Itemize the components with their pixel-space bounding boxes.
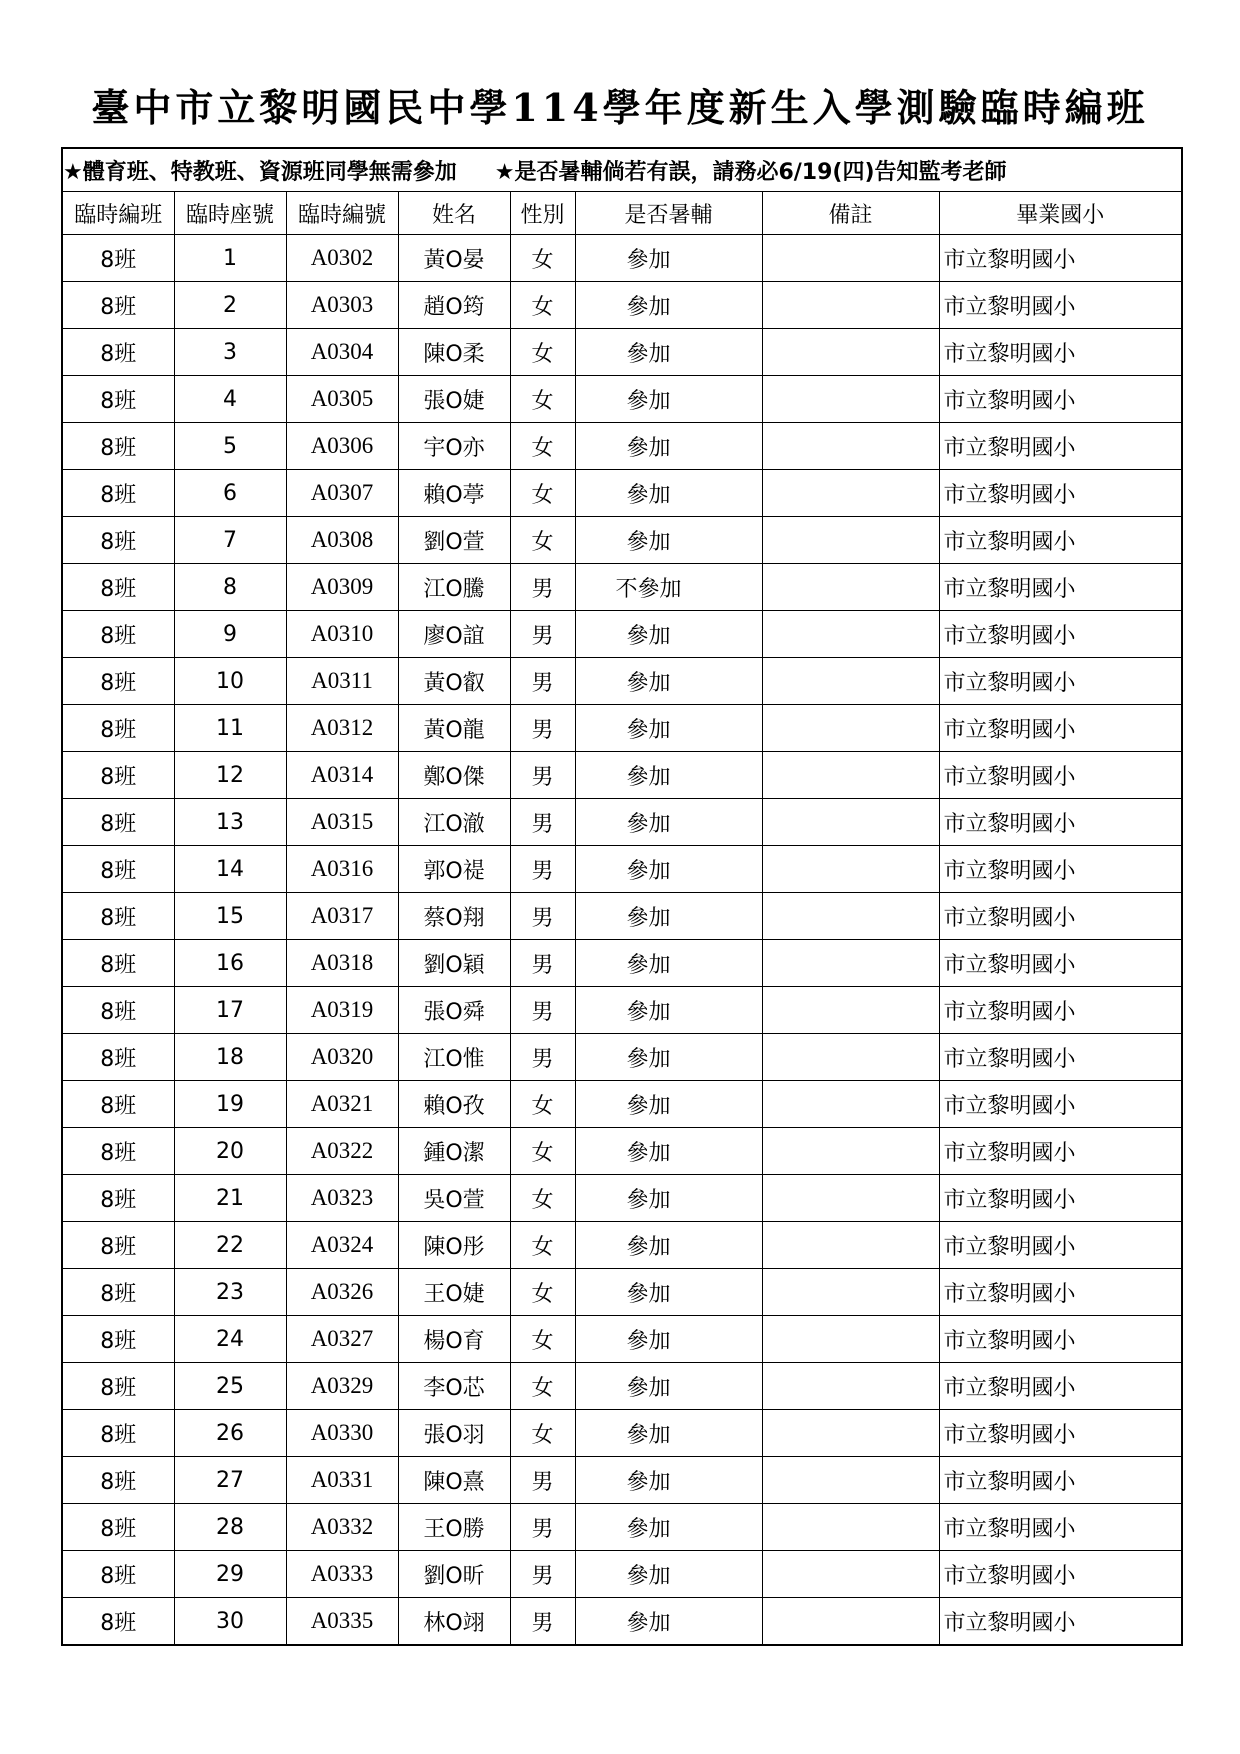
cell-gender: 女 <box>510 1128 575 1175</box>
cell-name: 劉O萱 <box>398 517 510 564</box>
cell-code: A0327 <box>286 1316 398 1363</box>
cell-school: 市立黎明國小 <box>939 517 1182 564</box>
cell-school: 市立黎明國小 <box>939 470 1182 517</box>
cell-summer: 參加 <box>575 940 762 987</box>
cell-name: 陳O柔 <box>398 329 510 376</box>
cell-remark <box>762 423 939 470</box>
cell-gender: 男 <box>510 1504 575 1551</box>
cell-gender: 女 <box>510 1316 575 1363</box>
cell-remark <box>762 705 939 752</box>
cell-remark <box>762 658 939 705</box>
cell-code: A0306 <box>286 423 398 470</box>
cell-name: 江O惟 <box>398 1034 510 1081</box>
cell-class: 8班 <box>62 1410 174 1457</box>
table-row <box>62 235 1182 282</box>
header-name: 姓名 <box>398 192 510 235</box>
cell-gender: 男 <box>510 1034 575 1081</box>
cell-remark <box>762 1128 939 1175</box>
cell-class: 8班 <box>62 1034 174 1081</box>
cell-code: A0335 <box>286 1598 398 1646</box>
cell-class: 8班 <box>62 752 174 799</box>
cell-summer: 參加 <box>575 376 762 423</box>
cell-class: 8班 <box>62 658 174 705</box>
cell-code: A0318 <box>286 940 398 987</box>
cell-class: 8班 <box>62 705 174 752</box>
cell-name: 賴O葶 <box>398 470 510 517</box>
cell-name: 陳O熹 <box>398 1457 510 1504</box>
cell-school: 市立黎明國小 <box>939 564 1182 611</box>
cell-name: 張O羽 <box>398 1410 510 1457</box>
header-code: 臨時編號 <box>286 192 398 235</box>
cell-seat: 3 <box>174 329 286 376</box>
cell-seat: 11 <box>174 705 286 752</box>
cell-gender: 男 <box>510 846 575 893</box>
cell-class: 8班 <box>62 329 174 376</box>
cell-remark <box>762 893 939 940</box>
cell-school: 市立黎明國小 <box>939 1551 1182 1598</box>
cell-seat: 20 <box>174 1128 286 1175</box>
cell-name: 宇O亦 <box>398 423 510 470</box>
table-row <box>62 329 1182 376</box>
cell-remark <box>762 1316 939 1363</box>
cell-code: A0317 <box>286 893 398 940</box>
cell-class: 8班 <box>62 1269 174 1316</box>
cell-seat: 9 <box>174 611 286 658</box>
cell-name: 黃O龍 <box>398 705 510 752</box>
cell-school: 市立黎明國小 <box>939 705 1182 752</box>
cell-summer: 參加 <box>575 658 762 705</box>
cell-code: A0302 <box>286 235 398 282</box>
header-remark: 備註 <box>762 192 939 235</box>
cell-remark <box>762 799 939 846</box>
cell-name: 陳O彤 <box>398 1222 510 1269</box>
table-row <box>62 1081 1182 1128</box>
cell-seat: 2 <box>174 282 286 329</box>
cell-seat: 13 <box>174 799 286 846</box>
cell-class: 8班 <box>62 893 174 940</box>
table-row <box>62 1128 1182 1175</box>
cell-school: 市立黎明國小 <box>939 1081 1182 1128</box>
cell-remark <box>762 517 939 564</box>
cell-summer: 參加 <box>575 1175 762 1222</box>
cell-gender: 男 <box>510 799 575 846</box>
cell-remark <box>762 376 939 423</box>
cell-school: 市立黎明國小 <box>939 658 1182 705</box>
table-row <box>62 658 1182 705</box>
cell-name: 蔡O翔 <box>398 893 510 940</box>
cell-summer: 參加 <box>575 1551 762 1598</box>
cell-summer: 參加 <box>575 282 762 329</box>
cell-summer: 參加 <box>575 752 762 799</box>
table-row <box>62 893 1182 940</box>
cell-remark <box>762 1410 939 1457</box>
table-row <box>62 1504 1182 1551</box>
table-row <box>62 1222 1182 1269</box>
notice-row <box>62 148 1182 192</box>
table-row <box>62 987 1182 1034</box>
cell-gender: 女 <box>510 423 575 470</box>
cell-code: A0314 <box>286 752 398 799</box>
cell-summer: 參加 <box>575 846 762 893</box>
cell-gender: 女 <box>510 1363 575 1410</box>
cell-code: A0307 <box>286 470 398 517</box>
cell-gender: 男 <box>510 1457 575 1504</box>
cell-summer: 參加 <box>575 611 762 658</box>
cell-remark <box>762 611 939 658</box>
cell-gender: 女 <box>510 1410 575 1457</box>
cell-remark <box>762 1598 939 1646</box>
cell-name: 張O舜 <box>398 987 510 1034</box>
table-row <box>62 846 1182 893</box>
cell-summer: 參加 <box>575 987 762 1034</box>
notice-cell <box>62 148 1182 192</box>
cell-remark <box>762 282 939 329</box>
cell-seat: 27 <box>174 1457 286 1504</box>
cell-class: 8班 <box>62 1128 174 1175</box>
cell-seat: 1 <box>174 235 286 282</box>
cell-summer: 參加 <box>575 1081 762 1128</box>
cell-seat: 7 <box>174 517 286 564</box>
cell-remark <box>762 1175 939 1222</box>
cell-name: 王O勝 <box>398 1504 510 1551</box>
cell-name: 黃O晏 <box>398 235 510 282</box>
cell-school: 市立黎明國小 <box>939 1410 1182 1457</box>
cell-code: A0316 <box>286 846 398 893</box>
cell-gender: 男 <box>510 611 575 658</box>
cell-seat: 22 <box>174 1222 286 1269</box>
cell-seat: 10 <box>174 658 286 705</box>
cell-seat: 23 <box>174 1269 286 1316</box>
cell-summer: 參加 <box>575 517 762 564</box>
cell-name: 廖O誼 <box>398 611 510 658</box>
table-row <box>62 1175 1182 1222</box>
notice-right: ★是否暑輔倘若有誤，請務必6/19(四)告知監考老師 <box>494 159 1007 185</box>
roster-table <box>61 147 1183 1646</box>
cell-school: 市立黎明國小 <box>939 235 1182 282</box>
cell-summer: 參加 <box>575 235 762 282</box>
cell-school: 市立黎明國小 <box>939 1128 1182 1175</box>
cell-code: A0333 <box>286 1551 398 1598</box>
table-row <box>62 1316 1182 1363</box>
table-row <box>62 376 1182 423</box>
cell-name: 吳O萱 <box>398 1175 510 1222</box>
cell-remark <box>762 752 939 799</box>
cell-name: 江O騰 <box>398 564 510 611</box>
cell-school: 市立黎明國小 <box>939 1363 1182 1410</box>
cell-gender: 女 <box>510 376 575 423</box>
cell-code: A0312 <box>286 705 398 752</box>
table-row <box>62 752 1182 799</box>
cell-seat: 29 <box>174 1551 286 1598</box>
cell-remark <box>762 1222 939 1269</box>
cell-gender: 男 <box>510 987 575 1034</box>
cell-name: 劉O穎 <box>398 940 510 987</box>
table-row <box>62 282 1182 329</box>
cell-code: A0309 <box>286 564 398 611</box>
cell-summer: 參加 <box>575 1222 762 1269</box>
cell-gender: 男 <box>510 752 575 799</box>
cell-class: 8班 <box>62 1363 174 1410</box>
cell-seat: 16 <box>174 940 286 987</box>
cell-code: A0310 <box>286 611 398 658</box>
cell-seat: 6 <box>174 470 286 517</box>
cell-school: 市立黎明國小 <box>939 329 1182 376</box>
cell-summer: 參加 <box>575 1128 762 1175</box>
cell-remark <box>762 1551 939 1598</box>
cell-class: 8班 <box>62 470 174 517</box>
cell-class: 8班 <box>62 1457 174 1504</box>
table-row <box>62 1363 1182 1410</box>
cell-seat: 19 <box>174 1081 286 1128</box>
cell-code: A0330 <box>286 1410 398 1457</box>
cell-school: 市立黎明國小 <box>939 987 1182 1034</box>
cell-code: A0331 <box>286 1457 398 1504</box>
cell-gender: 女 <box>510 1269 575 1316</box>
cell-school: 市立黎明國小 <box>939 799 1182 846</box>
cell-name: 郭O禔 <box>398 846 510 893</box>
cell-school: 市立黎明國小 <box>939 752 1182 799</box>
cell-school: 市立黎明國小 <box>939 1598 1182 1646</box>
table-row <box>62 940 1182 987</box>
cell-name: 鍾O潔 <box>398 1128 510 1175</box>
cell-remark <box>762 1269 939 1316</box>
cell-gender: 男 <box>510 893 575 940</box>
cell-class: 8班 <box>62 1504 174 1551</box>
cell-code: A0308 <box>286 517 398 564</box>
table-row <box>62 564 1182 611</box>
cell-code: A0323 <box>286 1175 398 1222</box>
cell-remark <box>762 1081 939 1128</box>
cell-seat: 15 <box>174 893 286 940</box>
cell-class: 8班 <box>62 987 174 1034</box>
cell-seat: 8 <box>174 564 286 611</box>
cell-remark <box>762 1457 939 1504</box>
cell-school: 市立黎明國小 <box>939 893 1182 940</box>
cell-name: 王O婕 <box>398 1269 510 1316</box>
cell-class: 8班 <box>62 235 174 282</box>
cell-summer: 參加 <box>575 799 762 846</box>
cell-summer: 參加 <box>575 329 762 376</box>
header-summer: 是否暑輔 <box>575 192 762 235</box>
cell-gender: 女 <box>510 235 575 282</box>
cell-seat: 12 <box>174 752 286 799</box>
cell-code: A0320 <box>286 1034 398 1081</box>
table-row <box>62 1551 1182 1598</box>
cell-name: 林O翊 <box>398 1598 510 1646</box>
cell-summer: 參加 <box>575 1034 762 1081</box>
cell-summer: 參加 <box>575 1363 762 1410</box>
cell-gender: 男 <box>510 940 575 987</box>
cell-gender: 女 <box>510 1222 575 1269</box>
cell-seat: 26 <box>174 1410 286 1457</box>
cell-gender: 女 <box>510 470 575 517</box>
cell-code: A0321 <box>286 1081 398 1128</box>
cell-summer: 參加 <box>575 893 762 940</box>
cell-class: 8班 <box>62 1598 174 1646</box>
cell-code: A0305 <box>286 376 398 423</box>
cell-class: 8班 <box>62 564 174 611</box>
cell-name: 李O芯 <box>398 1363 510 1410</box>
cell-class: 8班 <box>62 423 174 470</box>
cell-summer: 參加 <box>575 470 762 517</box>
cell-summer: 參加 <box>575 1504 762 1551</box>
cell-name: 賴O孜 <box>398 1081 510 1128</box>
cell-summer: 參加 <box>575 1316 762 1363</box>
cell-code: A0304 <box>286 329 398 376</box>
cell-school: 市立黎明國小 <box>939 1175 1182 1222</box>
cell-gender: 女 <box>510 1175 575 1222</box>
cell-remark <box>762 470 939 517</box>
cell-code: A0324 <box>286 1222 398 1269</box>
cell-code: A0311 <box>286 658 398 705</box>
cell-gender: 女 <box>510 282 575 329</box>
cell-name: 劉O昕 <box>398 1551 510 1598</box>
cell-remark <box>762 940 939 987</box>
cell-code: A0329 <box>286 1363 398 1410</box>
table-row <box>62 1034 1182 1081</box>
cell-class: 8班 <box>62 1081 174 1128</box>
table-row <box>62 799 1182 846</box>
cell-seat: 14 <box>174 846 286 893</box>
cell-summer: 參加 <box>575 1269 762 1316</box>
cell-summer: 參加 <box>575 1457 762 1504</box>
cell-seat: 18 <box>174 1034 286 1081</box>
cell-remark <box>762 1363 939 1410</box>
cell-code: A0315 <box>286 799 398 846</box>
cell-gender: 男 <box>510 658 575 705</box>
cell-name: 楊O育 <box>398 1316 510 1363</box>
cell-name: 張O婕 <box>398 376 510 423</box>
cell-seat: 5 <box>174 423 286 470</box>
cell-gender: 男 <box>510 705 575 752</box>
roster-body <box>62 235 1182 1646</box>
cell-remark <box>762 1504 939 1551</box>
cell-name: 江O澈 <box>398 799 510 846</box>
cell-school: 市立黎明國小 <box>939 1222 1182 1269</box>
table-row <box>62 423 1182 470</box>
cell-remark <box>762 235 939 282</box>
table-row <box>62 1269 1182 1316</box>
table-row <box>62 1457 1182 1504</box>
cell-class: 8班 <box>62 1222 174 1269</box>
cell-gender: 男 <box>510 1551 575 1598</box>
cell-school: 市立黎明國小 <box>939 1457 1182 1504</box>
cell-name: 黃O叡 <box>398 658 510 705</box>
cell-remark <box>762 564 939 611</box>
cell-name: 鄭O傑 <box>398 752 510 799</box>
cell-school: 市立黎明國小 <box>939 423 1182 470</box>
cell-code: A0319 <box>286 987 398 1034</box>
cell-code: A0332 <box>286 1504 398 1551</box>
cell-summer: 不參加 <box>575 564 762 611</box>
cell-name: 趙O筠 <box>398 282 510 329</box>
header-school: 畢業國小 <box>939 192 1182 235</box>
notice-left: ★體育班、特教班、資源班同學無需參加 <box>63 159 457 185</box>
table-row <box>62 705 1182 752</box>
cell-gender: 女 <box>510 517 575 564</box>
cell-school: 市立黎明國小 <box>939 611 1182 658</box>
cell-class: 8班 <box>62 1316 174 1363</box>
cell-school: 市立黎明國小 <box>939 940 1182 987</box>
cell-seat: 21 <box>174 1175 286 1222</box>
cell-school: 市立黎明國小 <box>939 846 1182 893</box>
cell-gender: 女 <box>510 1081 575 1128</box>
cell-school: 市立黎明國小 <box>939 1504 1182 1551</box>
cell-class: 8班 <box>62 940 174 987</box>
page-title: 臺中市立黎明國民中學114學年度新生入學測驗臨時編班 <box>91 85 1149 130</box>
header-row <box>62 192 1182 235</box>
cell-gender: 女 <box>510 329 575 376</box>
cell-school: 市立黎明國小 <box>939 1316 1182 1363</box>
cell-school: 市立黎明國小 <box>939 376 1182 423</box>
header-seat: 臨時座號 <box>174 192 286 235</box>
cell-school: 市立黎明國小 <box>939 282 1182 329</box>
cell-remark <box>762 987 939 1034</box>
table-row <box>62 470 1182 517</box>
table-row <box>62 1410 1182 1457</box>
cell-remark <box>762 846 939 893</box>
cell-class: 8班 <box>62 799 174 846</box>
cell-code: A0326 <box>286 1269 398 1316</box>
cell-school: 市立黎明國小 <box>939 1269 1182 1316</box>
cell-class: 8班 <box>62 282 174 329</box>
cell-seat: 4 <box>174 376 286 423</box>
cell-code: A0303 <box>286 282 398 329</box>
header-class: 臨時編班 <box>62 192 174 235</box>
table-row <box>62 1598 1182 1646</box>
cell-gender: 男 <box>510 564 575 611</box>
cell-gender: 男 <box>510 1598 575 1646</box>
cell-seat: 28 <box>174 1504 286 1551</box>
cell-code: A0322 <box>286 1128 398 1175</box>
cell-remark <box>762 1034 939 1081</box>
cell-class: 8班 <box>62 376 174 423</box>
cell-seat: 17 <box>174 987 286 1034</box>
cell-summer: 參加 <box>575 1410 762 1457</box>
table-row <box>62 517 1182 564</box>
cell-class: 8班 <box>62 1175 174 1222</box>
cell-class: 8班 <box>62 517 174 564</box>
cell-remark <box>762 329 939 376</box>
cell-school: 市立黎明國小 <box>939 1034 1182 1081</box>
cell-summer: 參加 <box>575 423 762 470</box>
cell-class: 8班 <box>62 611 174 658</box>
cell-seat: 25 <box>174 1363 286 1410</box>
cell-summer: 參加 <box>575 1598 762 1646</box>
cell-seat: 24 <box>174 1316 286 1363</box>
cell-summer: 參加 <box>575 705 762 752</box>
cell-seat: 30 <box>174 1598 286 1646</box>
table-row <box>62 611 1182 658</box>
cell-class: 8班 <box>62 1551 174 1598</box>
cell-class: 8班 <box>62 846 174 893</box>
header-gender: 性別 <box>510 192 575 235</box>
